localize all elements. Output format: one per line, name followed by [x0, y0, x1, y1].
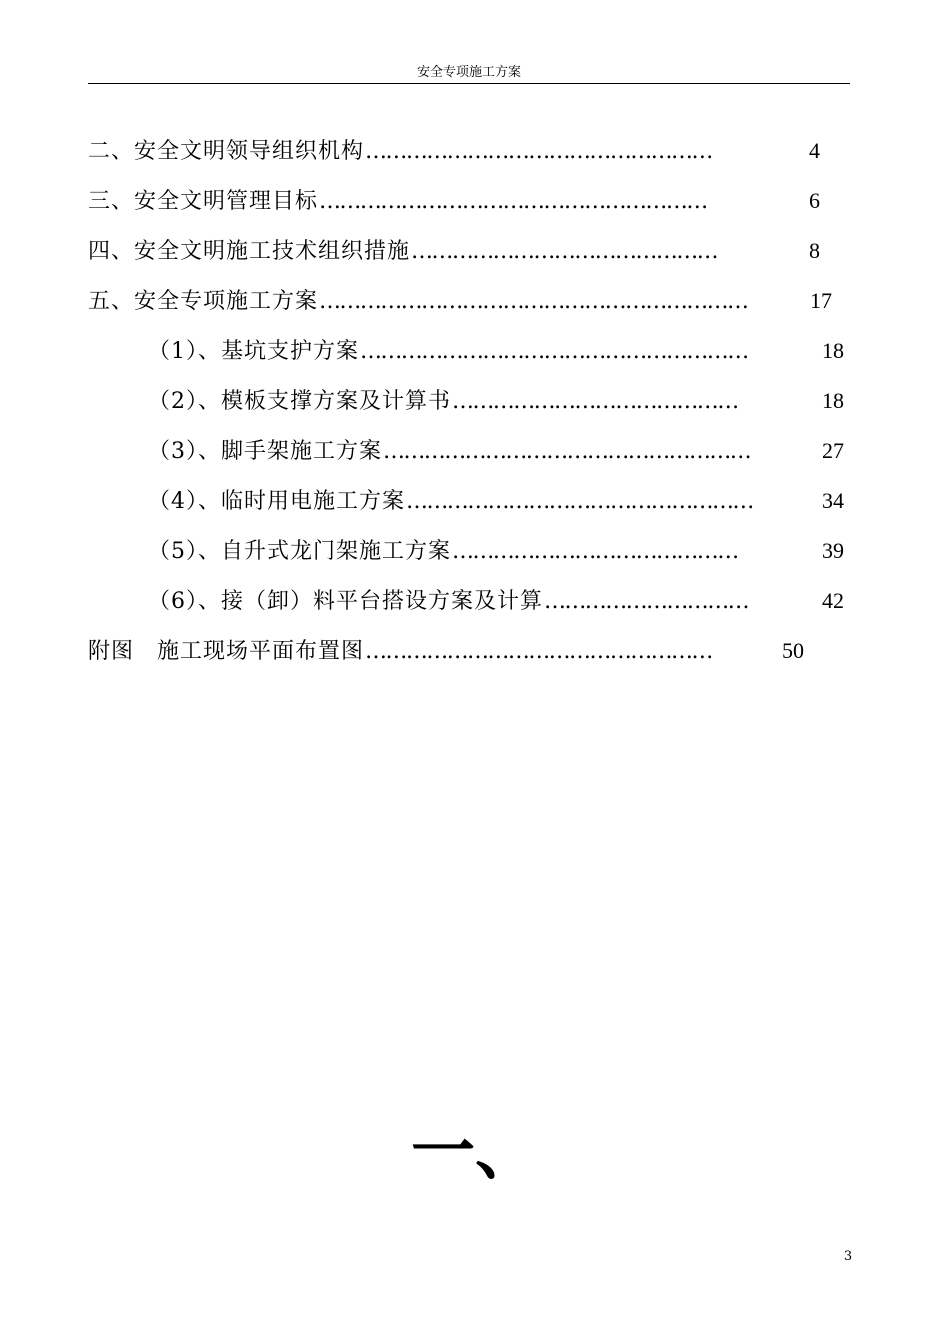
toc-entry-3[interactable] — [88, 186, 820, 216]
toc-leader-dots: ………………………………………………… — [360, 339, 748, 364]
toc-entry-5-3[interactable] — [148, 436, 844, 466]
toc-entry-title: （1）、基坑支护方案 — [148, 339, 359, 364]
toc-page-number: 8 — [809, 238, 820, 263]
toc-entry-title: 三、安全文明管理目标 — [88, 189, 319, 214]
page-number: 3 — [843, 1249, 853, 1264]
toc-entry-title: 四、安全文明施工技术组织措施 — [88, 239, 411, 264]
toc-leader-dots: …………………………………………… — [365, 139, 712, 164]
toc-page-number: 18 — [822, 338, 844, 363]
toc-entry-title: （5）、自升式龙门架施工方案 — [148, 539, 451, 564]
toc-page-number: 6 — [809, 188, 820, 213]
toc-leader-dots: …………………………………… — [452, 539, 738, 564]
toc-page-number: 42 — [822, 588, 844, 613]
toc-entry-appendix[interactable] — [88, 636, 804, 666]
toc-leader-dots: ………………………… — [544, 589, 749, 614]
toc-entry-title: （6）、接（卸）料平台搭设方案及计算 — [148, 589, 543, 614]
toc-leader-dots: ………………………………………………… — [319, 189, 707, 214]
toc-entry-title: 五、安全专项施工方案 — [88, 289, 319, 314]
toc-leader-dots: ……………………………………… — [411, 239, 718, 264]
toc-entry-5-2[interactable] — [148, 386, 844, 416]
toc-entry-title: （3）、脚手架施工方案 — [148, 439, 382, 464]
toc-page-number: 18 — [822, 388, 844, 413]
toc-leader-dots: …………………………………………… — [365, 639, 712, 664]
toc-entry-title: 二、安全文明领导组织机构 — [88, 139, 365, 164]
toc-entry-5-6[interactable] — [148, 586, 844, 616]
chapter-heading: 一、 — [411, 1115, 539, 1189]
header-rule — [88, 83, 850, 84]
toc-leader-dots: …………………………………………… — [406, 489, 753, 514]
toc-entry-title: （4）、临时用电施工方案 — [148, 489, 405, 514]
toc-page-number: 34 — [822, 488, 844, 513]
toc-page-number: 27 — [822, 438, 844, 463]
toc-entry-4[interactable] — [88, 236, 820, 266]
toc-entry-5-4[interactable] — [148, 486, 844, 516]
toc-page-number: 39 — [822, 538, 844, 563]
toc-entry-5-1[interactable] — [148, 336, 844, 366]
toc-leader-dots: ……………………………………………… — [383, 439, 751, 464]
page-header: 安全专项施工方案 — [416, 65, 521, 80]
toc-entry-2[interactable] — [88, 136, 820, 166]
toc-page-number: 50 — [782, 638, 804, 663]
toc-entry-5[interactable] — [88, 286, 832, 316]
toc-leader-dots: …………………………………… — [452, 389, 738, 414]
toc-leader-dots: ……………………………………………………… — [319, 289, 748, 314]
toc-entry-title: 附图 施工现场平面布置图 — [88, 639, 365, 664]
toc-page-number: 17 — [810, 288, 832, 313]
toc-page-number: 4 — [809, 138, 820, 163]
toc-entry-title: （2）、模板支撑方案及计算书 — [148, 389, 451, 414]
toc-entry-5-5[interactable] — [148, 536, 844, 566]
